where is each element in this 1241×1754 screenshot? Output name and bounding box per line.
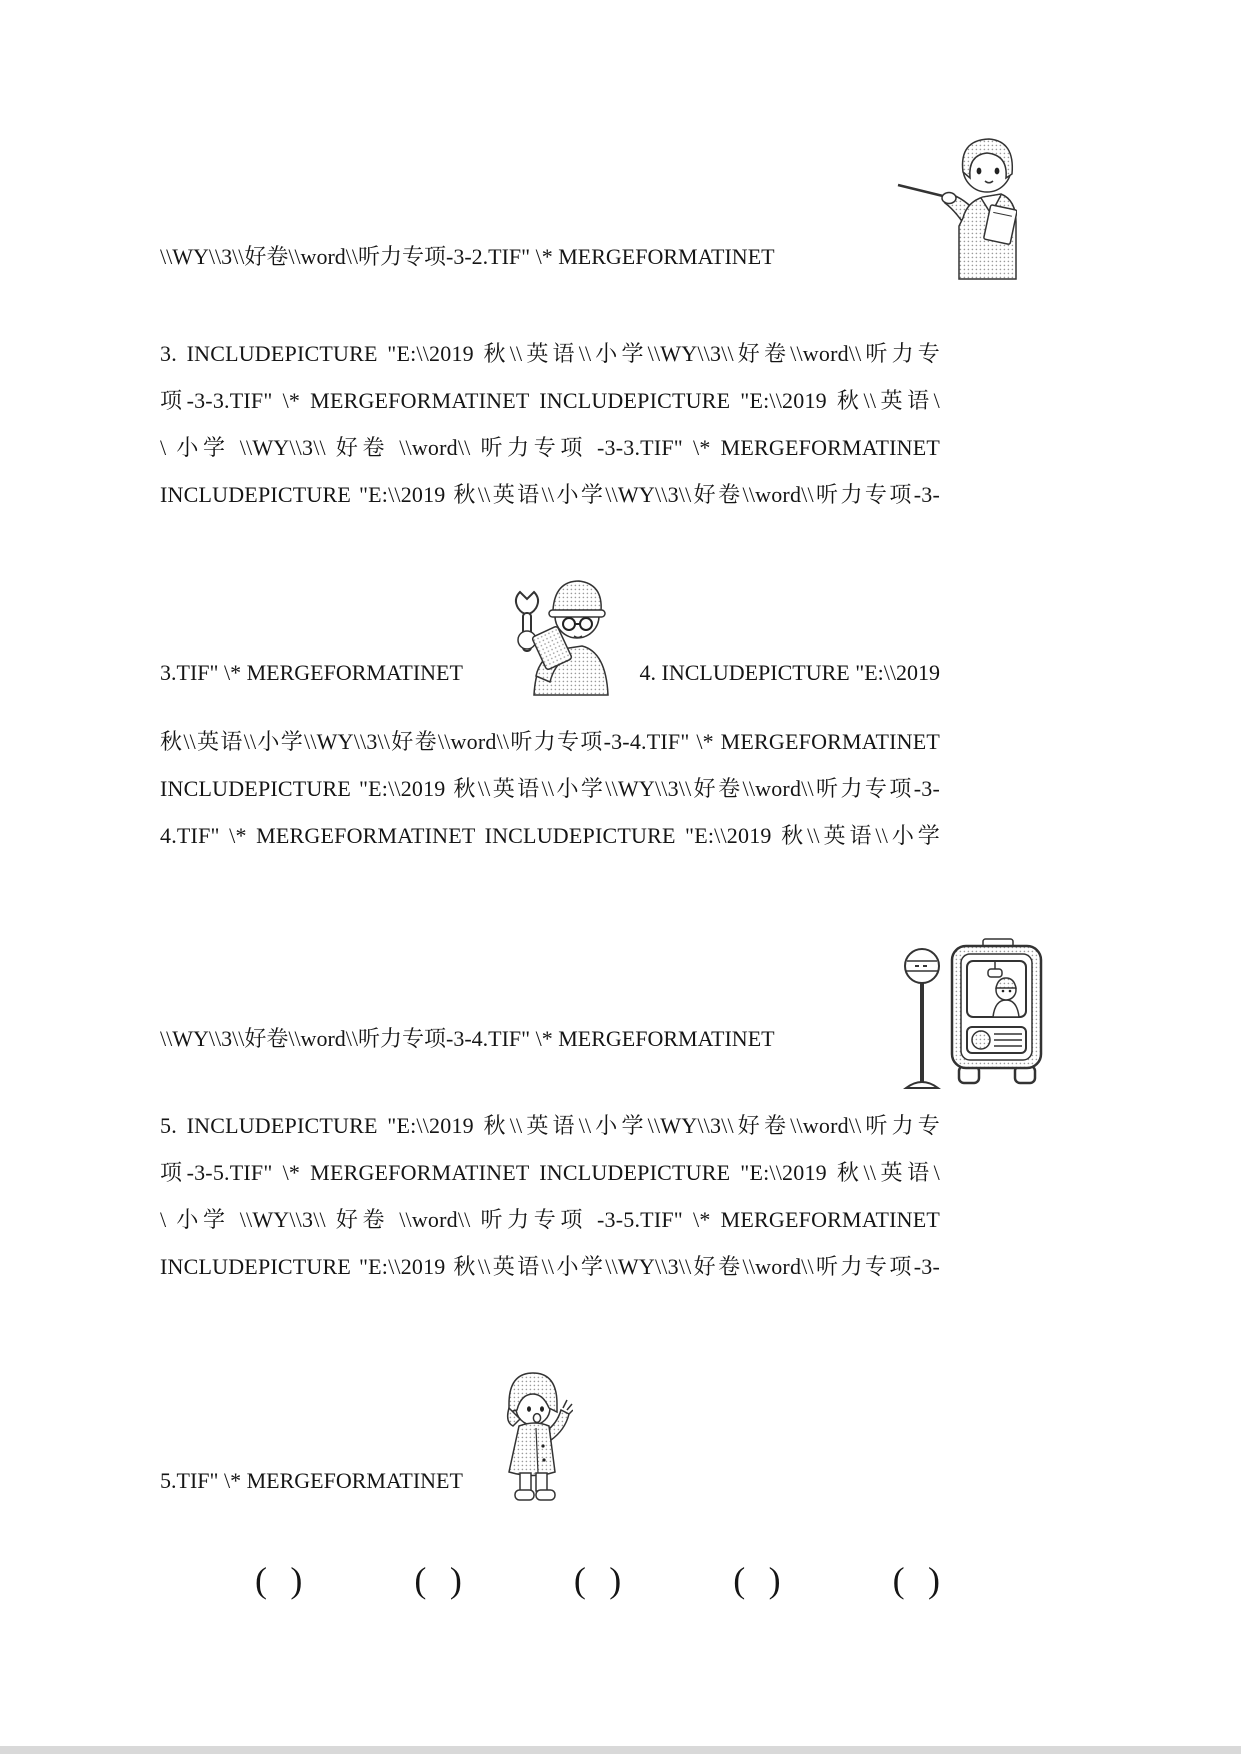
item4-head-field-code-text: 4. INCLUDEPICTURE "E:\\2019 (639, 660, 940, 685)
item4-tail-field-code-text: \\WY\\3\\好卷\\word\\听力专项-3-4.TIF" \* MERGEFORMATINET (160, 1026, 775, 1051)
close-paren: ) (609, 1560, 622, 1600)
item3-line-3: \ 小学 \\WY\\3\\ 好卷 \\word\\ 听力专项 -3-3.TIF" \* MERGEFORMATINET (160, 435, 940, 460)
close-paren: ) (928, 1560, 941, 1600)
item5-tail-field-code-text: 5.TIF" \* MERGEFORMATINET (160, 1468, 463, 1493)
close-paren: ) (290, 1560, 303, 1600)
item5-line-3: \ 小学 \\WY\\3\\ 好卷 \\word\\ 听力专项 -3-5.TIF" \* MERGEFORMATINET (160, 1207, 940, 1232)
answer-blank-4 (733, 1558, 780, 1602)
answer-blank-5 (893, 1558, 940, 1602)
document-body (160, 0, 940, 1602)
item5-tail-row (160, 1368, 940, 1504)
open-paren: ( (573, 1560, 586, 1600)
close-paren: ) (449, 1560, 462, 1600)
item3-field-code-block (160, 330, 940, 518)
child-waving-illustration (493, 1368, 573, 1504)
answer-blank-2 (414, 1558, 461, 1602)
open-paren: ( (733, 1560, 746, 1600)
bus-with-driver-and-stop-sign-illustration (895, 938, 1045, 1096)
item4-line-3: 4.TIF" \* MERGEFORMATINET INCLUDEPICTURE "E:\\2019 秋\\英语\\小学 (160, 823, 940, 848)
page-bottom-edge (0, 1746, 1241, 1754)
answer-blank-1 (255, 1558, 302, 1602)
item3-line-2: 项-3-3.TIF" \* MERGEFORMATINET INCLUDEPICTURE "E:\\2019 秋\\英语\ (160, 388, 940, 413)
item4-line-2: INCLUDEPICTURE "E:\\2019 秋\\英语\\小学\\WY\\3\\好卷\\word\\听力专项-3- (160, 776, 940, 801)
item2-tail-row (160, 128, 940, 280)
item4-field-code-block (160, 718, 940, 859)
item4-tail-row (160, 938, 940, 1062)
answer-blank-3 (574, 1558, 621, 1602)
item3-tail-field-code-text: 3.TIF" \* MERGEFORMATINET (160, 660, 463, 685)
item3-line-4: INCLUDEPICTURE "E:\\2019 秋\\英语\\小学\\WY\\3\\好卷\\word\\听力专项-3- (160, 482, 940, 507)
item5-line-2: 项-3-5.TIF" \* MERGEFORMATINET INCLUDEPICTURE "E:\\2019 秋\\英语\ (160, 1160, 940, 1185)
item5-field-code-block (160, 1102, 940, 1290)
open-paren: ( (255, 1560, 267, 1600)
item3-line-1: 3. INCLUDEPICTURE "E:\\2019 秋\\英语\\小学\\WY\\3\\好卷\\word\\听力专 (160, 341, 940, 366)
item4-line-1: 秋\\英语\\小学\\WY\\3\\好卷\\word\\听力专项-3-4.TIF" \* MERGEFORMATINET (160, 729, 940, 754)
item2-field-code-text: \\WY\\3\\好卷\\word\\听力专项-3-2.TIF" \* MERGEFORMATINET (160, 244, 775, 269)
item5-line-1: 5. INCLUDEPICTURE "E:\\2019 秋\\英语\\小学\\WY\\3\\好卷\\word\\听力专 (160, 1113, 940, 1138)
open-paren: ( (414, 1560, 427, 1600)
answer-blanks-row (255, 1558, 940, 1602)
teacher-pointing-illustration (895, 128, 1017, 280)
open-paren: ( (892, 1560, 905, 1600)
item5-line-4: INCLUDEPICTURE "E:\\2019 秋\\英语\\小学\\WY\\3\\好卷\\word\\听力专项-3- (160, 1254, 940, 1279)
close-paren: ) (768, 1560, 781, 1600)
item3-tail-row (160, 568, 940, 696)
worker-with-wrench-illustration (494, 568, 609, 696)
